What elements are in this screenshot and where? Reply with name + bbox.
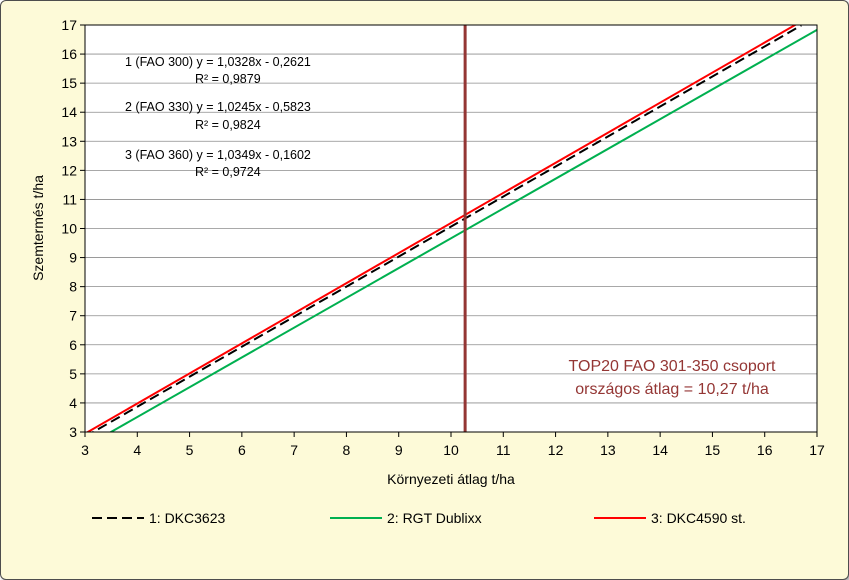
annotation-line-2: országos átlag = 10,27 t/ha (575, 381, 769, 398)
x-tick-8: 8 (342, 442, 351, 458)
x-tick-16: 16 (756, 442, 773, 458)
y-tick-3: 3 (69, 424, 77, 440)
y-tick-9: 9 (69, 249, 77, 266)
annotation-line-1: TOP20 FAO 301-350 csoport (568, 358, 776, 375)
y-tick-12: 12 (61, 162, 77, 179)
r-squared-3: R² = 0,9724 (195, 165, 261, 179)
y-tick-10: 10 (61, 220, 77, 237)
y-tick-15: 15 (61, 75, 77, 92)
x-tick-12: 12 (547, 442, 564, 458)
r-squared-1: R² = 0,9879 (195, 72, 261, 86)
x-tick-9: 9 (394, 442, 403, 458)
y-tick-7: 7 (69, 307, 77, 324)
y-tick-5: 5 (69, 365, 77, 382)
x-tick-15: 15 (704, 442, 721, 458)
equation-1: 1 (FAO 300) y = 1,0328x - 0,2621 (125, 55, 311, 69)
y-tick-13: 13 (61, 133, 77, 150)
x-tick-13: 13 (600, 442, 616, 458)
y-tick-16: 16 (61, 46, 77, 63)
x-axis-title: Környezeti átlag t/ha (387, 471, 515, 487)
x-tick-10: 10 (443, 442, 459, 458)
x-tick-14: 14 (652, 442, 668, 458)
legend-label-1: 1: DKC3623 (149, 510, 226, 526)
legend-label-3: 3: DKC4590 st. (651, 510, 746, 526)
y-tick-14: 14 (61, 104, 77, 121)
x-tick-17: 17 (809, 442, 825, 458)
y-tick-4: 4 (69, 394, 77, 411)
equation-3: 3 (FAO 360) y = 1,0349x - 0,1602 (125, 148, 311, 162)
x-tick-6: 6 (237, 442, 246, 458)
x-tick-7: 7 (290, 442, 299, 458)
legend-label-2: 2: RGT Dublixx (387, 510, 482, 526)
legend (92, 510, 746, 526)
equation-2: 2 (FAO 330) y = 1,0245x - 0,5823 (125, 100, 311, 114)
x-tick-5: 5 (185, 442, 194, 458)
x-tick-4: 4 (133, 442, 142, 458)
y-tick-8: 8 (69, 278, 77, 295)
x-tick-11: 11 (496, 442, 511, 458)
y-tick-11: 11 (62, 191, 77, 208)
x-tick-3: 3 (81, 442, 89, 458)
y-tick-17: 17 (61, 17, 77, 33)
y-axis-title: Szemtermés t/ha (30, 175, 46, 281)
r-squared-2: R² = 0,9824 (195, 118, 261, 132)
y-tick-6: 6 (69, 336, 77, 353)
